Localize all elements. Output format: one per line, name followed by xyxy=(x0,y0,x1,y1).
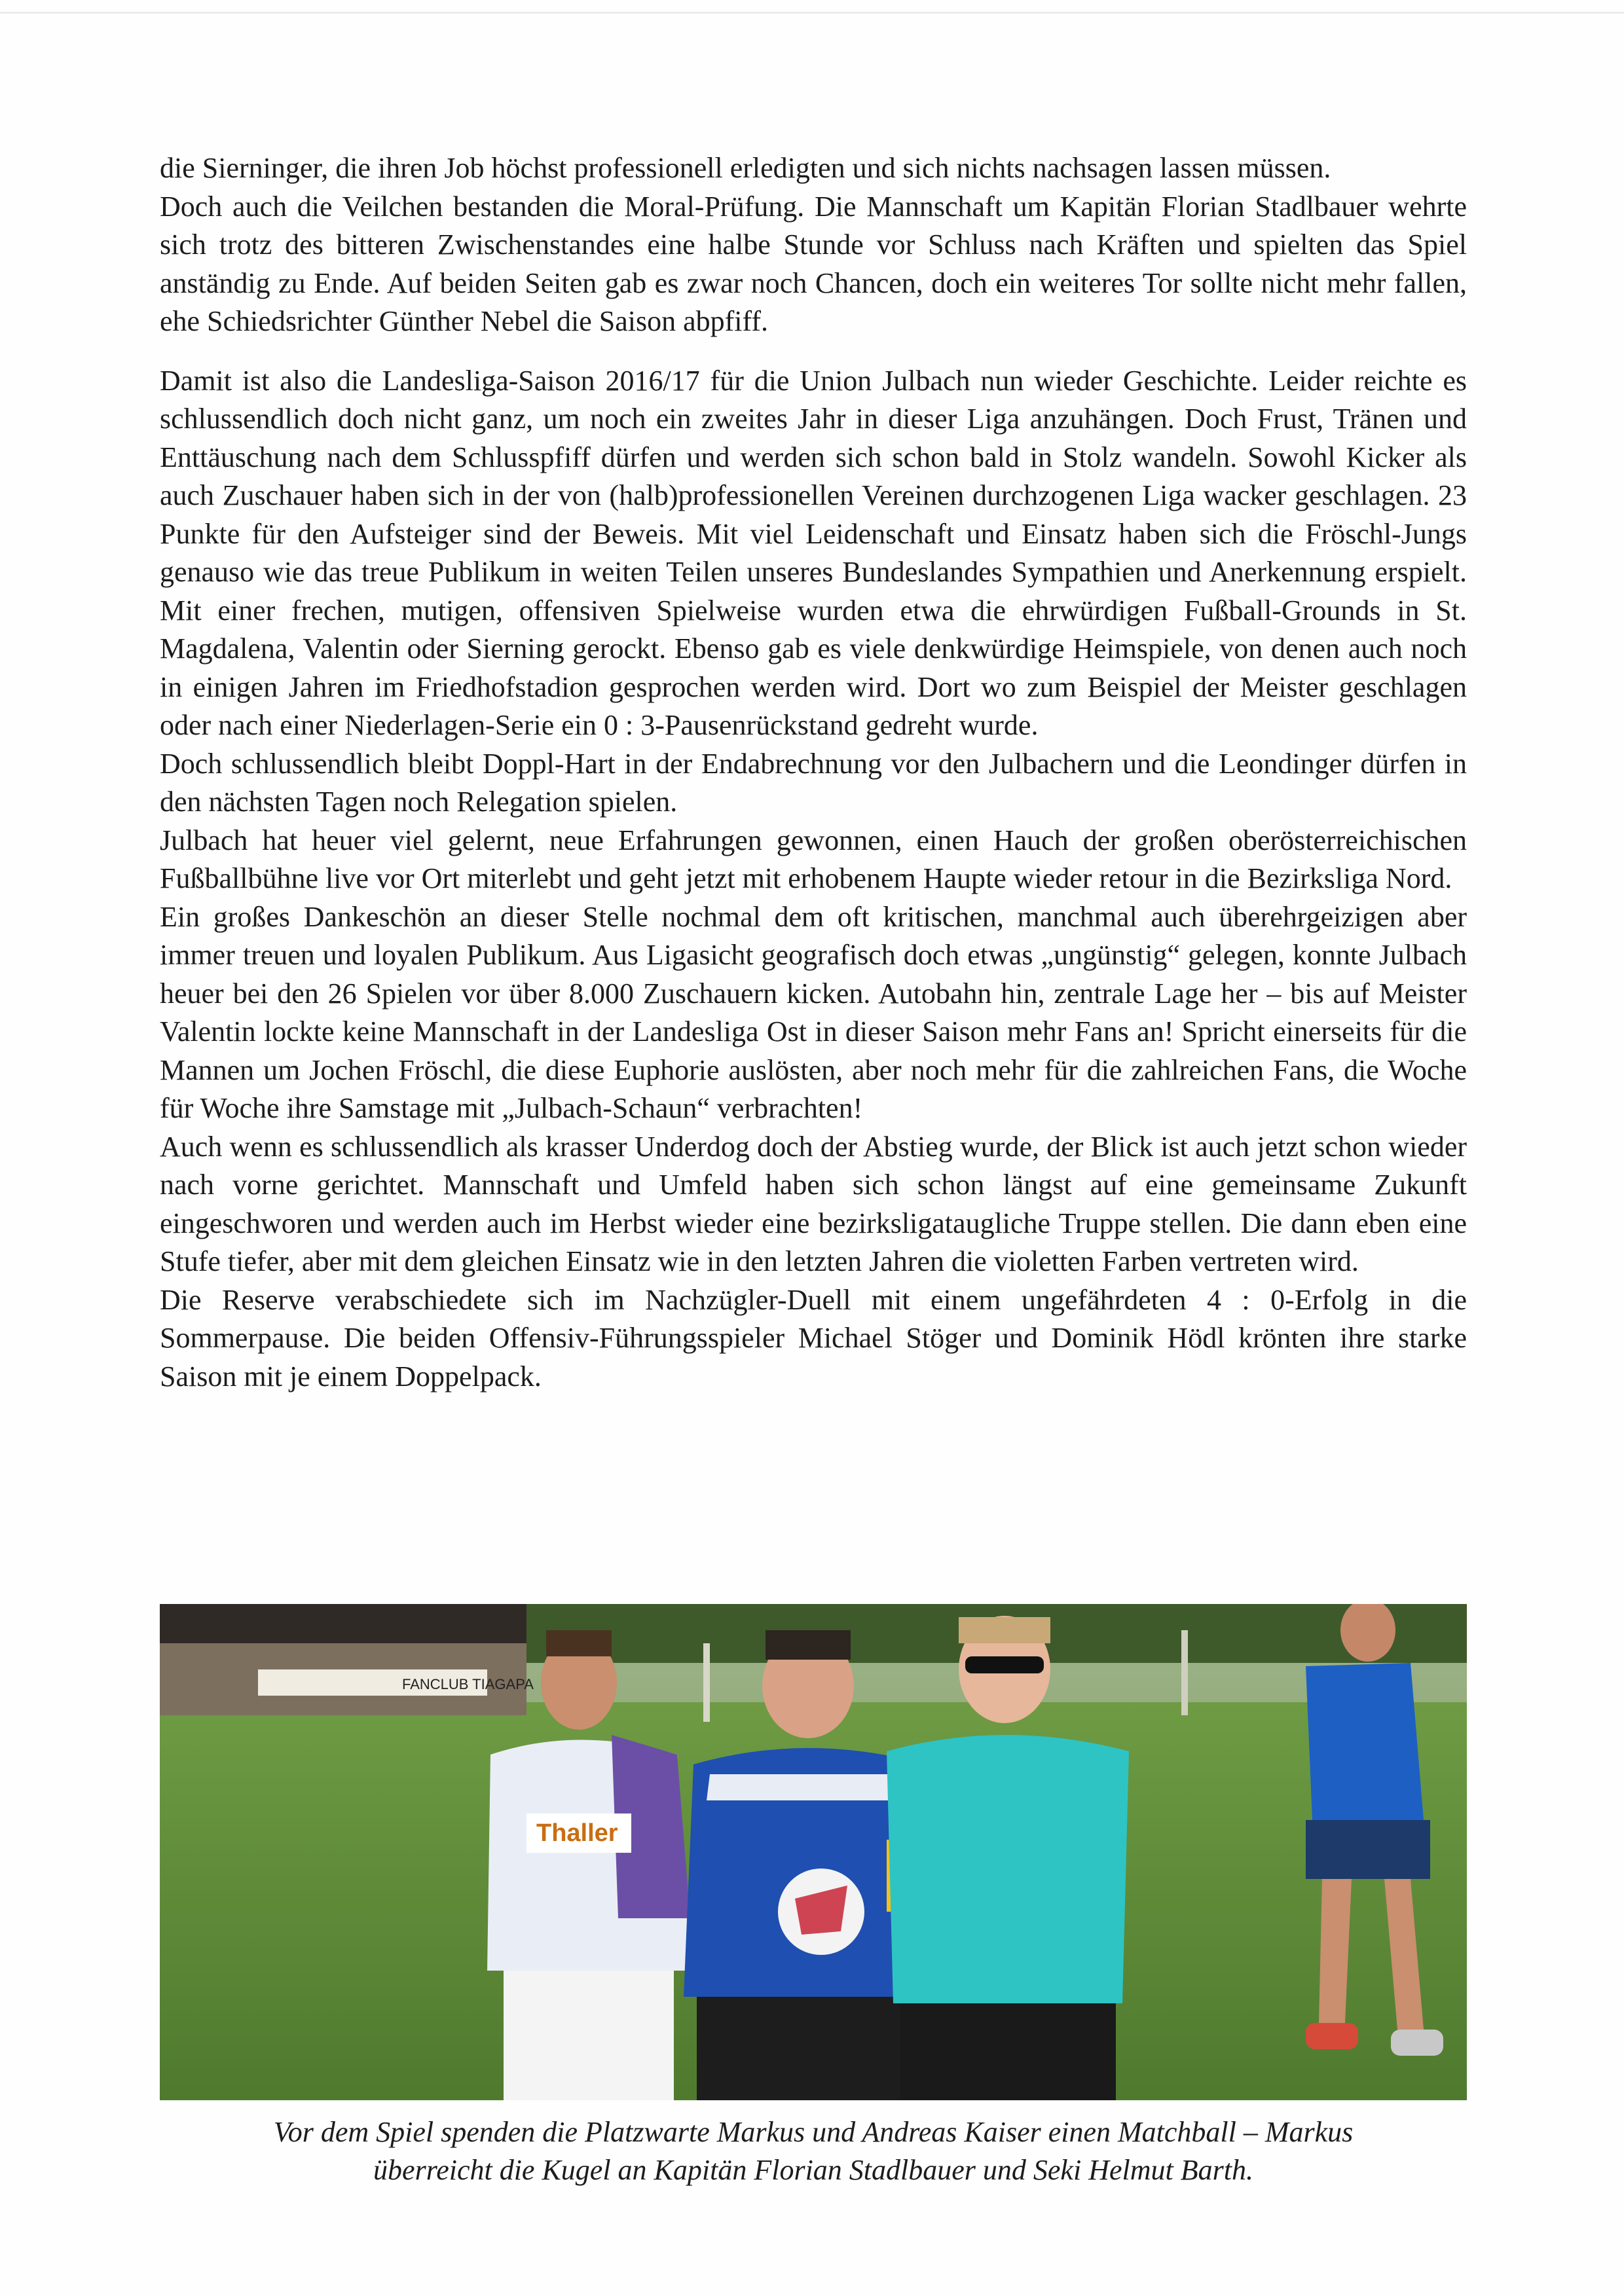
paragraph-2: Doch auch die Veilchen bestanden die Moral-Prüfung. Die Mannschaft um Kapitän Florian Stadlbauer wehrte sich trotz des bitteren Zwischenstandes eine halbe Stunde vor Schluss nach Kräften und spielten das Spiel anständig zu Ende. Auf beiden Seiten gab es zwar noch Chancen, doch ein weiteres Tor sollte nicht mehr fallen, ehe Schiedsrichter Günther Nebel die Saison abpfiff. xyxy=(160,190,1467,337)
photo-caption xyxy=(160,2113,1467,2189)
paragraph-8: Die Reserve verabschiedete sich im Nachzügler-Duell mit einem ungefährdeten 4 : 0-Erfolg in die Sommerpause. Die beiden Offensiv-Führungsspieler Michael Stöger und Dominik Hödl krönten ihre starke Saison mit je einem Doppelpack. xyxy=(160,1283,1467,1393)
shirt-sponsor-text: Thaller xyxy=(536,1819,618,1847)
team-photo xyxy=(160,1604,1467,2100)
paragraph-6: Ein großes Dankeschön an dieser Stelle nochmal dem oft kritischen, manchmal auch überehrgeizigen aber immer treuen und loyalen Publikum. Aus Ligasicht geografisch doch etwas „ungünstig“ gelegen, konnte Julbach heuer bei den 26 Spielen vor über 8.000 Zuschauern kicken. Autobahn hin, zentrale Lage her – bis auf Meister Valentin lockte keine Mannschaft in der Landesliga Ost in dieser Saison mehr Fans an! Spricht einerseits für die Mannen um Jochen Fröschl, die diese Euphorie auslösten, aber noch mehr für die zahlreichen Fans, die Woche für Woche ihre Samstage mit „Julbach-Schaun“ verbrachten! xyxy=(160,900,1467,1124)
banner-text: FANCLUB TIAGAPA xyxy=(402,1676,534,1692)
caption-line-1: Vor dem Spiel spenden die Platzwarte Markus und Andreas Kaiser einen Matchball – Markus xyxy=(273,2116,1354,2148)
paragraph-5: Julbach hat heuer viel gelernt, neue Erfahrungen gewonnen, einen Hauch der großen oberösterreichischen Fußballbühne live vor Ort miterlebt und geht jetzt mit erhobenem Haupte wieder retour in die Bezirksliga Nord. xyxy=(160,824,1467,894)
paragraph-4: Doch schlussendlich bleibt Doppl-Hart in der Endabrechnung vor den Julbachern und die Leondinger dürfen in den nächsten Tagen noch Relegation spielen. xyxy=(160,747,1467,818)
scan-edge xyxy=(0,12,1624,14)
paragraph-3: Damit ist also die Landesliga-Saison 2016/17 für die Union Julbach nun wieder Geschichte. Leider reichte es schlussendlich doch nicht ganz, um noch ein zweites Jahr in dieser Liga anzuhängen. Doch Frust, Tränen und Enttäuschung nach dem Schlusspfiff dürfen und werden sich schon bald in Stolz wandeln. Sowohl Kicker als auch Zuschauer haben sich in der von (halb)professionellen Vereinen durchzogenen Liga wacker geschlagen. 23 Punkte für den Aufsteiger sind der Beweis. Mit viel Leidenschaft und Einsatz haben sich die Fröschl-Jungs genauso wie das treue Publikum in weiten Teilen unseres Bundeslandes Sympathien und Anerkennung erspielt. Mit einer frechen, mutigen, offensiven Spielweise wurden etwa die ehrwürdigen Fußball-Grounds in St. Magdalena, Valentin oder Sierning gerockt. Ebenso gab es viele denkwürdige Heimspiele, von denen auch noch in einigen Jahren im Friedhofstadion gesprochen werden wird. Dort wo zum Beispiel der Meister geschlagen oder nach einer Niederlagen-Serie ein 0 : 3-Pausenrückstand gedreht wurde. xyxy=(160,364,1467,741)
caption-line-2: überreicht die Kugel an Kapitän Florian Stadlbauer und Seki Helmut Barth. xyxy=(373,2154,1253,2186)
stand-roof xyxy=(160,1604,526,1643)
article-body xyxy=(160,149,1467,1396)
paragraph-1: die Sierninger, die ihren Job höchst professionell erledigten und sich nichts nachsagen lassen müssen. xyxy=(160,152,1331,184)
paragraph-7: Auch wenn es schlussendlich als krasser Underdog doch der Abstieg wurde, der Blick ist auch jetzt schon wieder nach vorne gerichtet. Mannschaft und Umfeld haben sich schon längst auf eine gemeinsame Zukunft eingeschworen und werden auch im Herbst wieder eine bezirksligataugliche Truppe stellen. Die dann eben eine Stufe tiefer, aber mit dem gleichen Einsatz wie in den letzten Jahren die violetten Farben vertreten wird. xyxy=(160,1130,1467,1277)
